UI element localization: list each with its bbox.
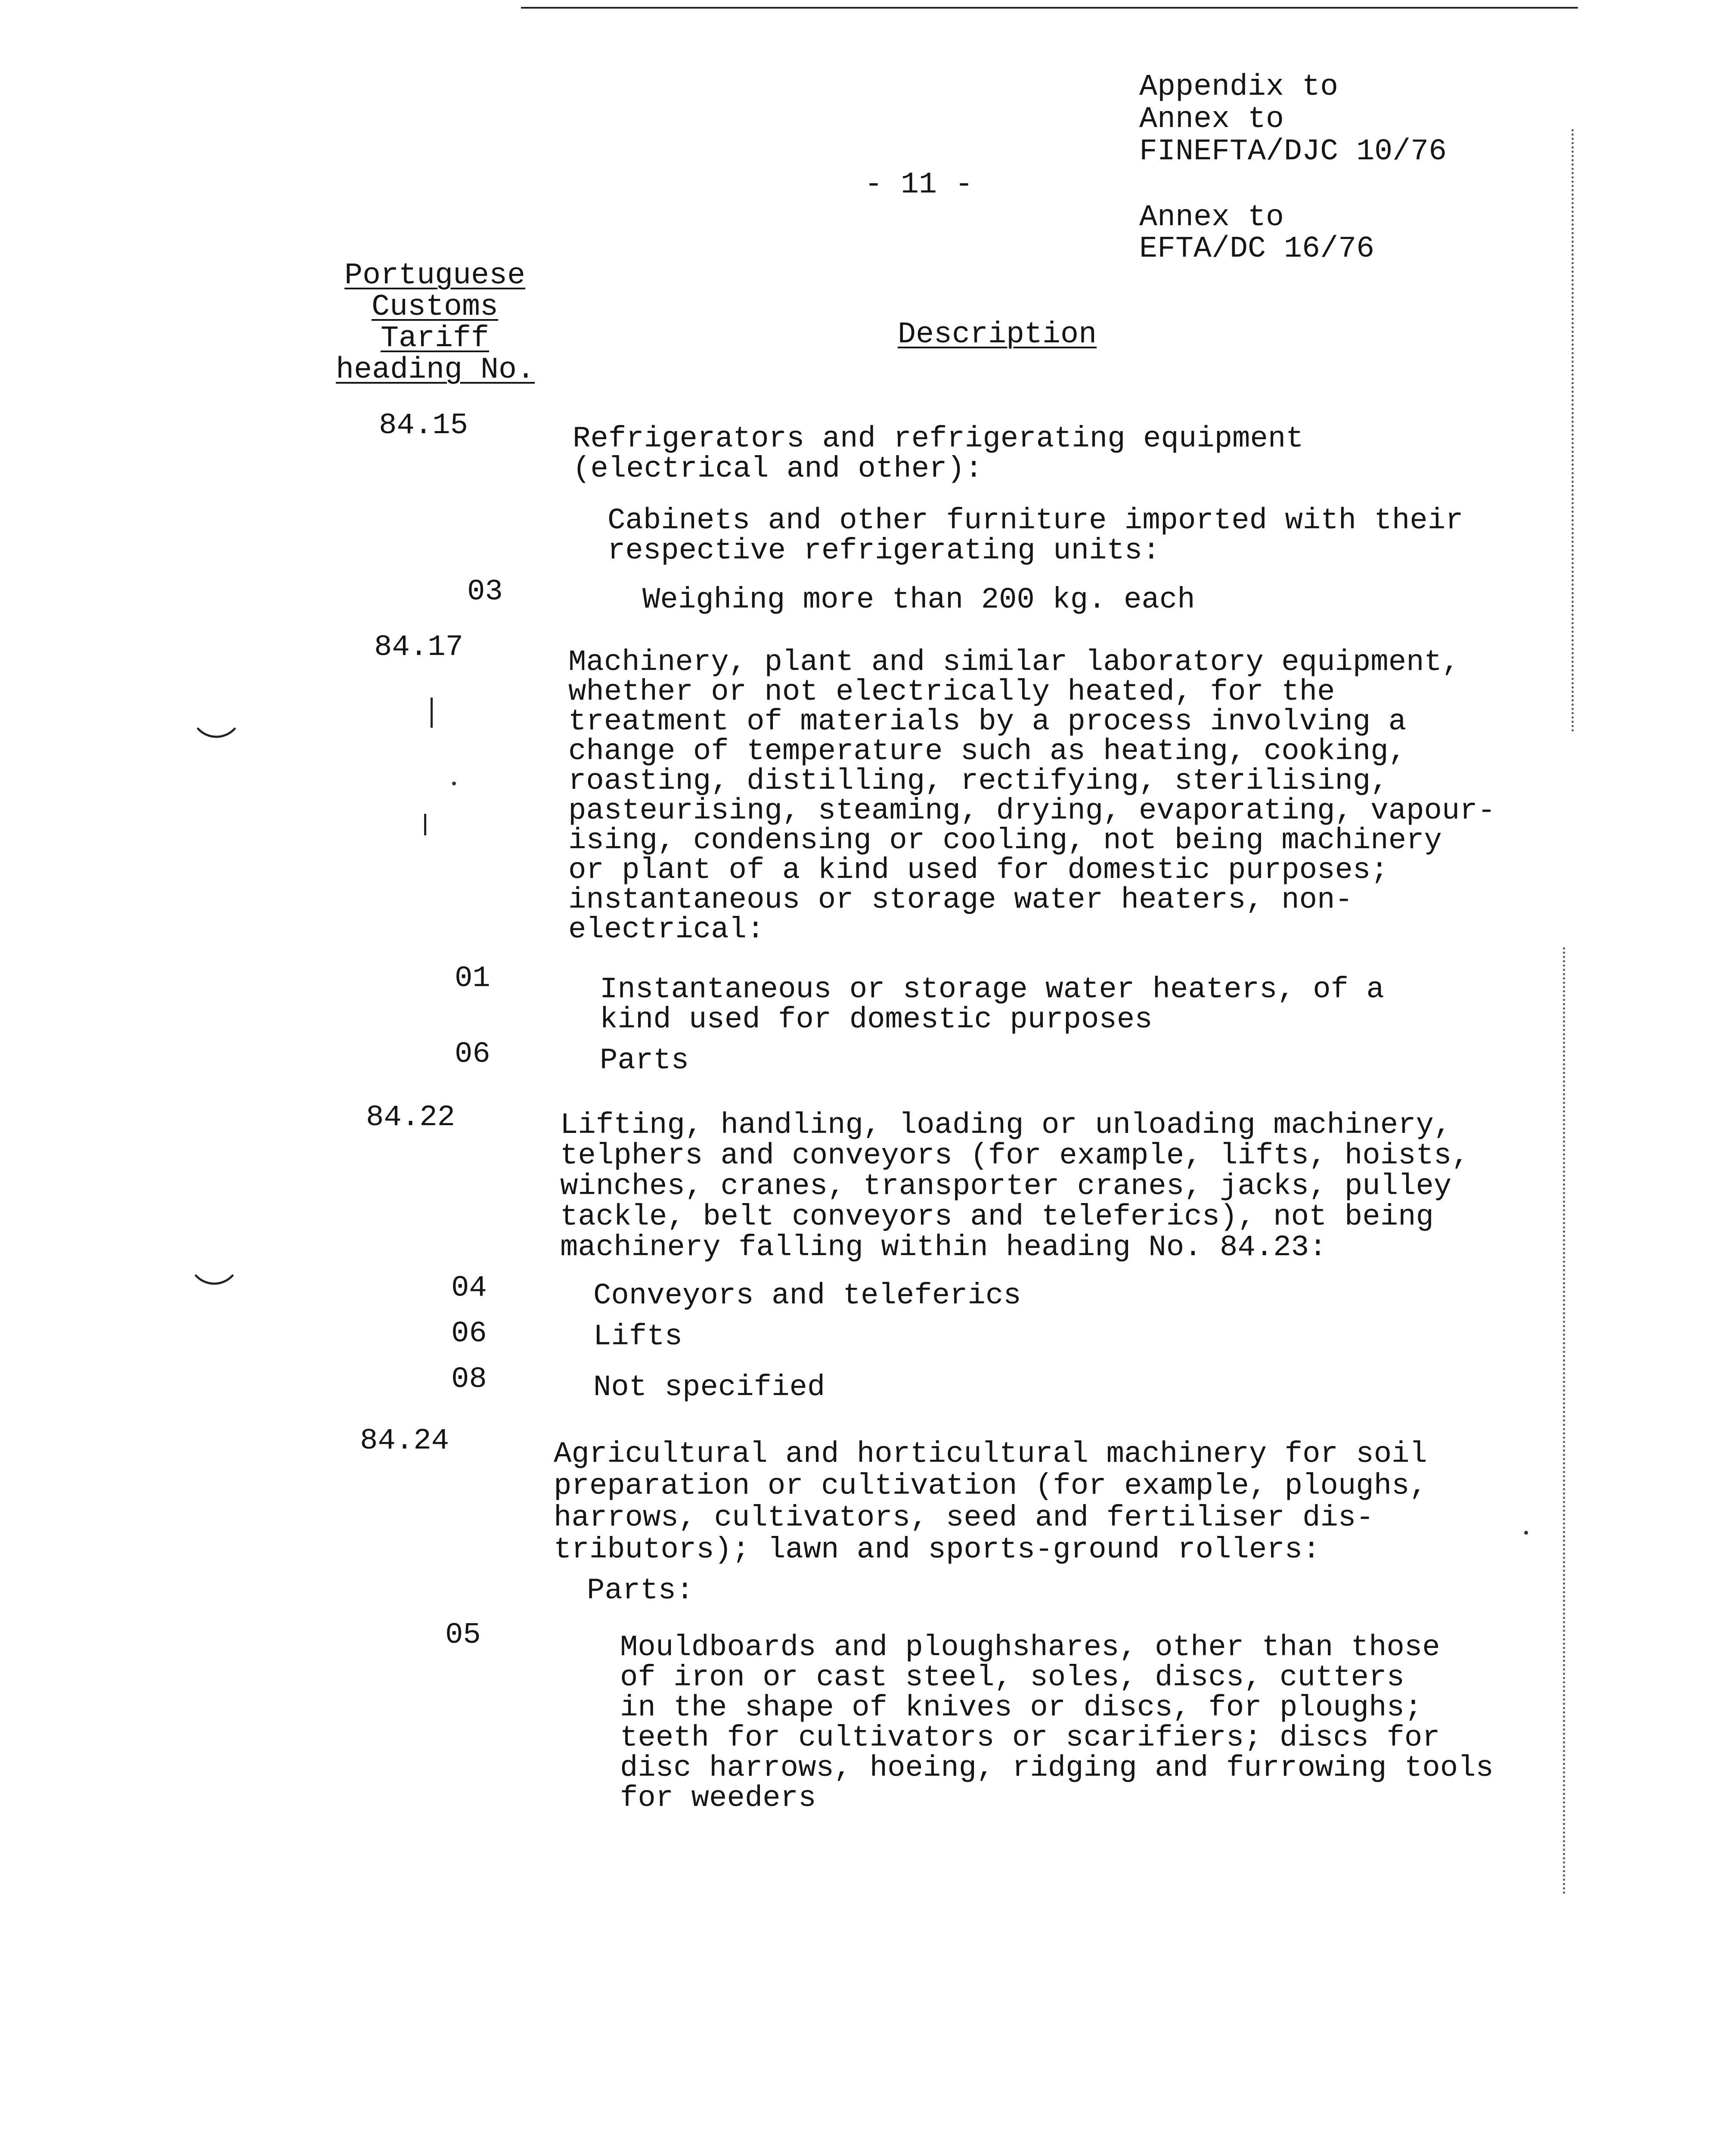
text-line: change of temperature such as heating, cooking, [568,735,1407,768]
text-line: Not specified [593,1371,825,1404]
item-description [593,1281,1021,1311]
text-line: Annex to [1139,201,1284,235]
item-code: 06 [451,1317,487,1350]
text-line: Conveyors and teleferics [593,1279,1021,1312]
item-description [642,585,1195,615]
text-line: teeth for cultivators or scarifiers; discs for [620,1721,1440,1755]
text-line: Machinery, plant and similar laboratory equipment, [568,645,1460,679]
text-line: treatment of materials by a process involving a [568,705,1407,738]
text-line: FINEFTA/DJC 10/76 [1139,135,1447,169]
punch-hole-mark [195,1256,234,1296]
heading-code: 84.17 [374,630,464,664]
text-line: whether or not electrically heated, for the [568,675,1335,709]
item-code: 03 [467,575,503,608]
heading-code: 84.15 [379,409,468,442]
text-line: Mouldboards and ploughshares, other than those [620,1631,1440,1664]
sub-heading [608,506,1463,566]
sub-heading [587,1576,694,1606]
text-line: ising, condensing or cooling, not being machinery [568,824,1442,857]
text-line: respective refrigerating units: [608,534,1160,568]
heading-code: 84.22 [366,1101,456,1134]
text-line: or plant of a kind used for domestic purposes; [568,853,1389,887]
text-line: winches, cranes, transporter cranes, jacks, pulley [560,1170,1452,1203]
scan-speck [1524,1531,1528,1535]
scan-edge-marks [1572,129,1576,732]
heading-description [573,424,1304,484]
item-description [593,1322,682,1352]
text-line: kind used for domestic purposes [600,1003,1153,1036]
heading-description [554,1438,1427,1566]
item-description [620,1632,1494,1813]
text-line: (electrical and other): [573,452,983,486]
text-line: Customs [371,290,499,324]
item-description [593,1372,825,1402]
heading-code: 84.24 [360,1424,450,1458]
description-column-heading [898,319,1097,351]
punch-hole-mark [197,709,236,749]
appendix-reference [1139,71,1447,168]
text-line: Lifts [593,1320,683,1353]
text-line: instantaneous or storage water heaters, non- [568,883,1353,917]
description-heading-text: Description [898,318,1097,352]
item-description [600,1045,689,1076]
scan-edge-marks [1563,947,1568,1895]
text-line: machinery falling within heading No. 84.23: [560,1231,1327,1264]
scan-mark [424,814,426,835]
text-line: preparation or cultivation (for example, ploughs, [554,1469,1427,1503]
scan-speck [452,782,456,785]
top-edge-rule [521,7,1578,9]
item-code: 04 [451,1271,487,1305]
text-line: tackle, belt conveyors and teleferics), not being [560,1200,1434,1234]
text-line: electrical: [568,913,765,946]
text-line: of iron or cast steel, soles, discs, cutters [620,1661,1404,1694]
text-line: telphers and conveyors (for example, lifts, hoists, [560,1139,1469,1173]
text-line: Instantaneous or storage water heaters, of a [600,973,1384,1006]
text-line: Portuguese [344,259,526,293]
text-line: in the shape of knives or discs, for ploughs; [620,1691,1423,1725]
heading-description [560,1110,1469,1263]
text-line: roasting, distilling, rectifying, sterilising, [568,764,1389,798]
text-line: tributors); lawn and sports-ground rollers: [554,1533,1321,1567]
text-line: Parts [600,1044,689,1077]
heading-description [568,645,1496,946]
text-line: disc harrows, hoeing, ridging and furrowing tools [620,1751,1494,1785]
text-line: Refrigerators and refrigerating equipment [573,422,1304,456]
text-line: pasteurising, steaming, drying, evaporating, vapour- [568,794,1496,828]
text-line: Parts: [587,1574,694,1607]
item-code: 05 [445,1618,481,1652]
text-line: Annex to [1139,102,1284,137]
text-line: Lifting, handling, loading or unloading machinery, [560,1108,1452,1142]
text-line: EFTA/DC 16/76 [1139,232,1375,266]
code-column-heading [336,260,534,386]
annex-reference [1139,202,1374,265]
text-line: Tariff [380,322,490,356]
text-line: Cabinets and other furniture imported with their [608,504,1463,537]
item-code: 06 [455,1037,490,1071]
text-line: Weighing more than 200 kg. each [642,583,1195,617]
text-line: for weeders [620,1781,816,1815]
text-line: heading No. [336,353,535,387]
item-code: 01 [455,962,490,995]
item-code: 08 [451,1362,487,1396]
page-number: - 11 - [865,168,973,202]
text-line: Agricultural and horticultural machinery for soil [554,1437,1427,1471]
item-description [600,974,1384,1035]
scan-mark [431,698,433,728]
text-line: Appendix to [1139,70,1339,104]
text-line: harrows, cultivators, seed and fertiliser dis- [554,1501,1374,1535]
